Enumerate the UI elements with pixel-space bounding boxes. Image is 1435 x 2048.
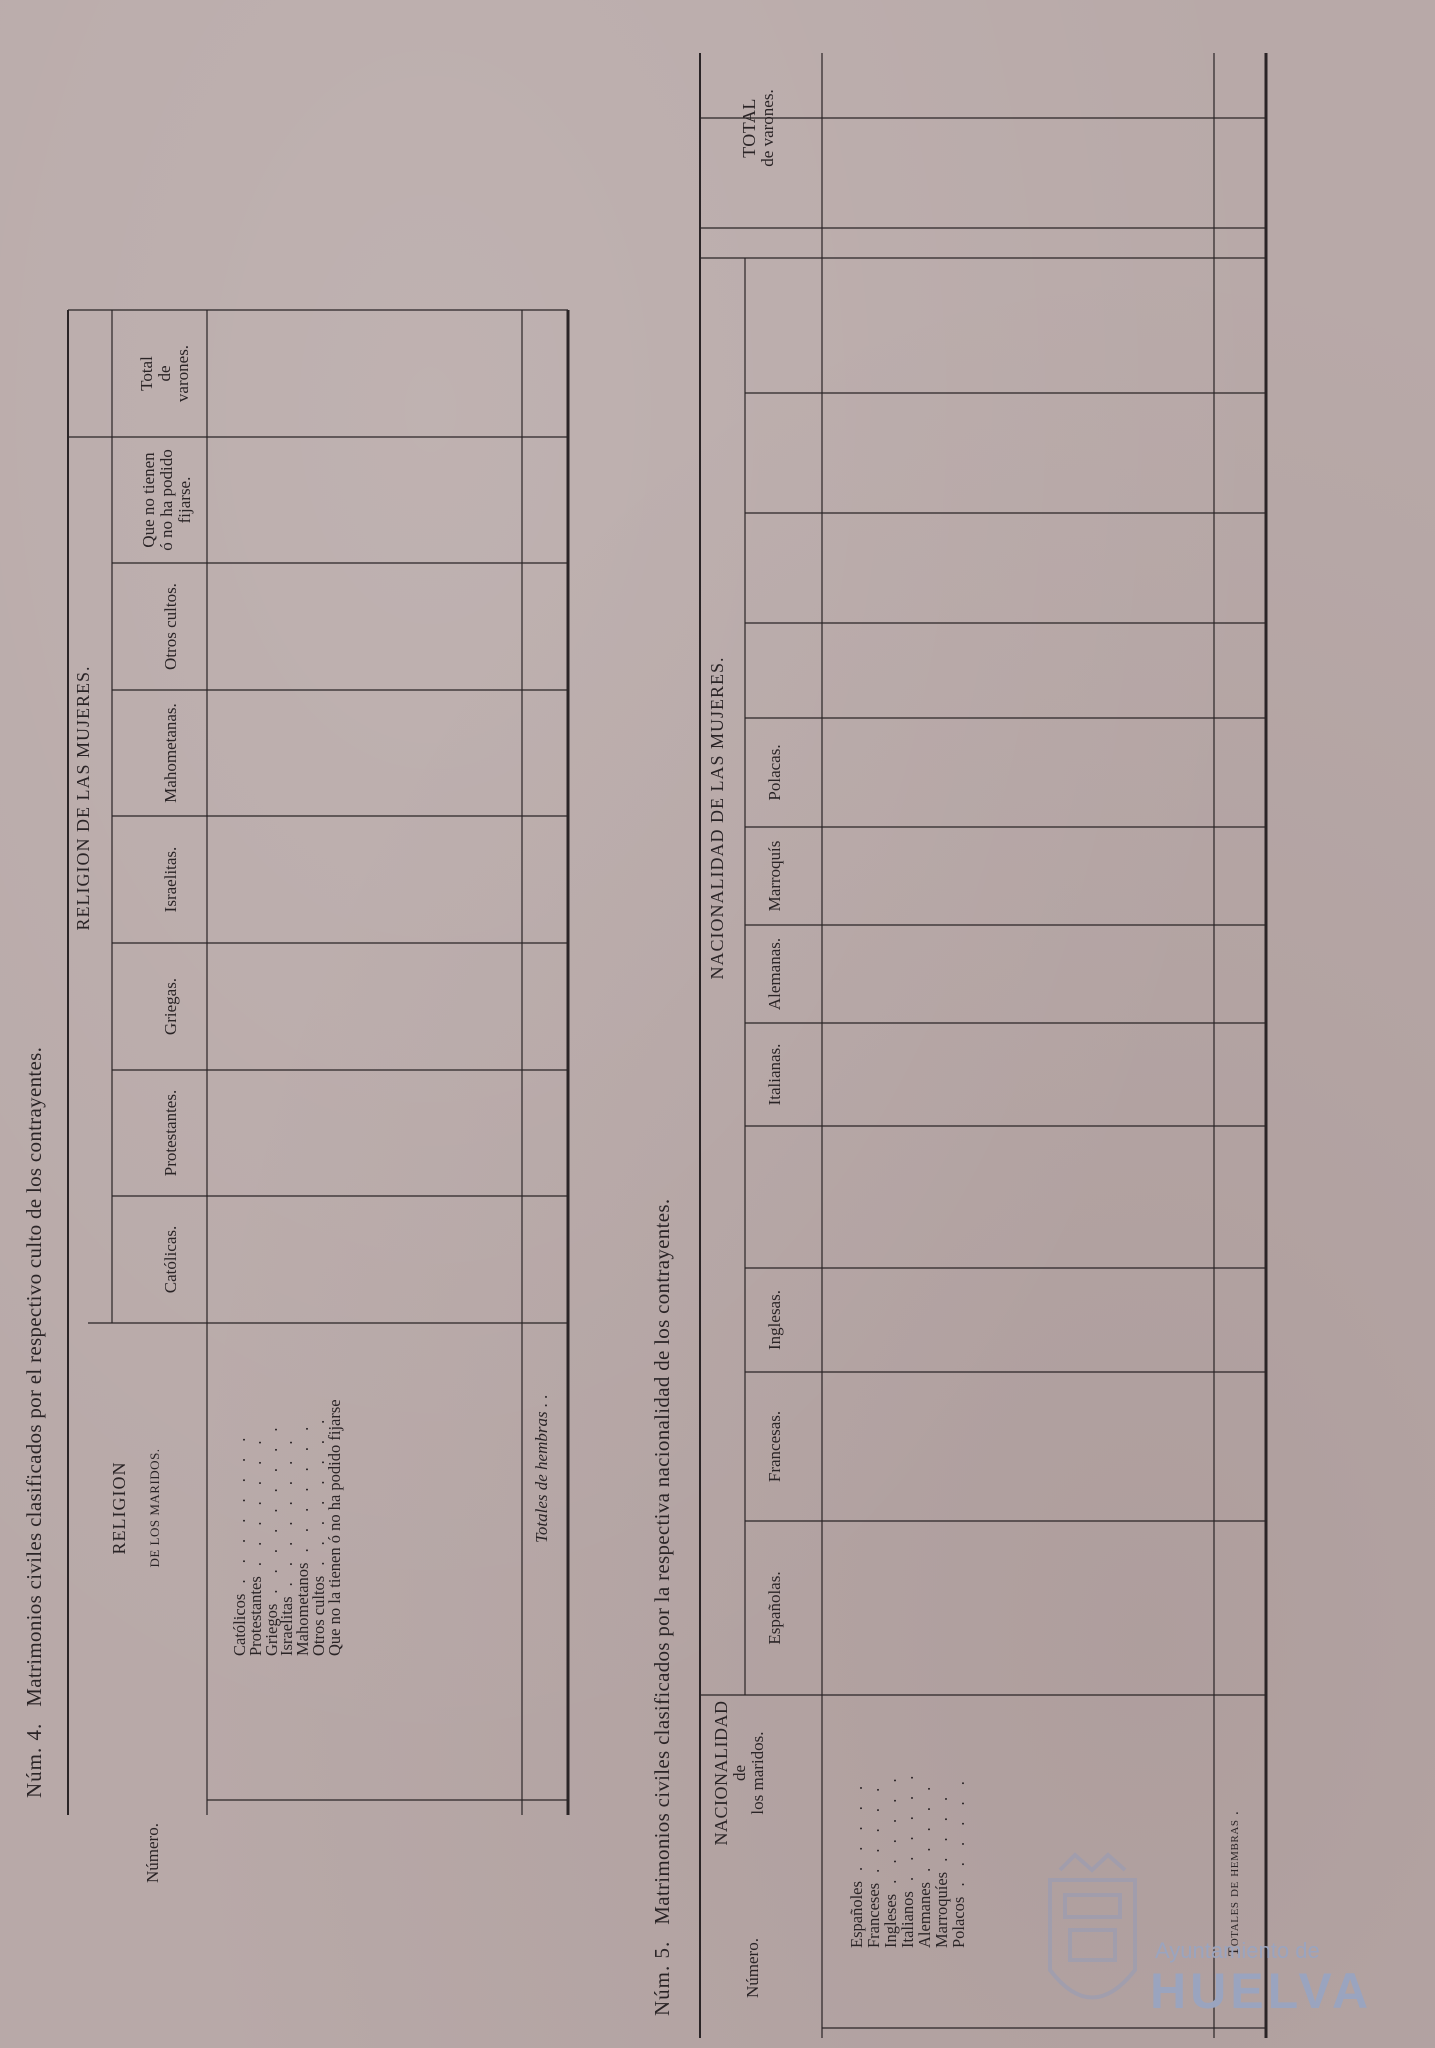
t4-row: Protestantes . . . . . . . — [245, 1434, 265, 1656]
t5-col-total-line: TOTAL — [739, 98, 759, 158]
t5-totals-label: Totales de hembras . — [1226, 1810, 1242, 1956]
t4-row-label: Protestantes — [245, 1576, 265, 1656]
t4-row-label: Griegos — [261, 1603, 281, 1656]
t5-col-polacas — [766, 718, 784, 827]
t5-col-label: Polacas. — [765, 744, 784, 801]
t5-col-label: Españolas. — [765, 1571, 784, 1645]
t4-col-total-line: de — [154, 365, 174, 382]
t5-col-total-line: de varones. — [757, 89, 777, 167]
t5-row-labels — [848, 1770, 967, 1948]
t4-row: Católicos . . . . . . . . — [230, 1431, 249, 1656]
t4-mujeres-text: RELIGION DE LAS MUJERES. — [73, 665, 93, 931]
t5-col-marroquis — [766, 827, 784, 925]
t4-row: Otros cultos . . . . . . . . — [308, 1413, 328, 1656]
t4-row: Griegos . . . . . . . . . — [261, 1421, 281, 1656]
table5-title-text: Matrimonios civiles clasificados por la respectiva nacionalidad de los contrayentes. — [650, 1198, 674, 1925]
t4-col-label: Israelitas. — [161, 846, 180, 913]
t4-religion-text: RELIGION — [109, 1461, 129, 1555]
t4-col-total-line: Total — [137, 356, 156, 391]
t4-row-label: Mahometanos — [293, 1562, 313, 1656]
t4-row: Mahometanos . . . . . . . — [293, 1420, 313, 1656]
t5-row-label: Ingleses — [881, 1893, 900, 1948]
t5-col-label: Inglesas. — [765, 1290, 784, 1350]
t4-row-label: Otros cultos — [308, 1575, 328, 1656]
t4-col-label: Mahometanas. — [161, 703, 180, 803]
t4-col-label: Protestantes. — [161, 1089, 180, 1177]
t4-row-label: Católicos — [230, 1593, 249, 1656]
t5-numero-header — [744, 1918, 762, 2018]
t5-col-label: Marroquís — [765, 840, 784, 912]
t4-col-label: Otros cultos. — [161, 583, 180, 670]
t5-nacionalidad-line: NACIONALIDAD — [711, 1700, 731, 1846]
t5-totals-text: Totales de hembras — [1226, 1819, 1242, 1956]
t5-nacionalidad-line: los maridos. — [747, 1731, 767, 1815]
t5-col-label: Italianas. — [765, 1043, 784, 1106]
t4-col-no-fijarse-line: ó no ha podido — [156, 449, 176, 551]
t4-de-los-maridos-text: DE LOS MARIDOS. — [147, 1448, 162, 1568]
t4-totals-text: Totales de hembras — [532, 1411, 551, 1543]
table5-number: Núm. 5. — [650, 1940, 674, 2016]
t5-row-label: Franceses — [864, 1882, 883, 1948]
t5-row-label: Españoles — [847, 1881, 866, 1948]
t5-row: Ingleses . . . . . . — [881, 1772, 900, 1948]
table4-title-text: Matrimonios civiles clasificados por el respectivo culto de los contrayentes. — [22, 1046, 46, 1707]
t4-col-no-fijarse-line: fijarse. — [174, 476, 194, 524]
t5-row: Franceses . . . . . — [864, 1781, 883, 1948]
t5-col-label: Francesas. — [765, 1410, 784, 1483]
t4-col-no-fijarse-line: Que no tienen — [139, 452, 158, 548]
t5-numero-text: Número. — [743, 1938, 762, 1998]
t5-row-label: Polacos — [949, 1896, 968, 1948]
t5-row-label: Italianos — [898, 1891, 917, 1948]
t5-row: Alemanes . . . . . — [915, 1780, 934, 1948]
t4-col-label: Griegas. — [161, 977, 180, 1036]
t4-row: Israelitas . . . . . . . . — [277, 1434, 297, 1656]
table4-number: Núm. 4. — [22, 1722, 46, 1798]
t4-col-total-line: varones. — [172, 344, 192, 403]
watermark-text-line2: HUELVA — [1150, 1963, 1373, 2019]
t5-nacionalidad-line: de — [729, 1764, 749, 1782]
t5-col-espanolas — [766, 1521, 784, 1695]
t5-col-italianas — [766, 1023, 784, 1126]
t5-nacionalidad-header — [712, 1698, 767, 1848]
t5-col-total — [740, 48, 777, 208]
t5-row-label: Alemanes — [915, 1882, 934, 1948]
t5-mujeres-header — [708, 588, 727, 1048]
t5-col-francesas — [766, 1372, 784, 1521]
t4-col-label: Católicas. — [161, 1225, 180, 1294]
t4-totals-label: Totales de hembras . . — [532, 1394, 551, 1543]
t4-numero-text: Número. — [143, 1823, 162, 1883]
t5-row: Italianos . . . . . . — [898, 1769, 917, 1948]
t5-mujeres-text: NACIONALIDAD DE LAS MUJERES. — [707, 656, 727, 980]
t5-row: Polacos . . . . . . — [949, 1775, 968, 1948]
t5-row: Marroquíes . . . . — [932, 1790, 951, 1948]
t5-col-alemanas — [766, 925, 784, 1023]
t4-row-label: Israelitas — [277, 1596, 297, 1656]
t4-row-label: Que no la tienen ó no ha podido fijarse — [324, 1399, 344, 1656]
t5-row-label: Marroquíes — [932, 1871, 951, 1948]
watermark-text-line1: Ayuntamiento de — [1155, 1938, 1320, 1963]
t5-col-inglesas — [766, 1268, 784, 1372]
t5-row: Españoles . . . . . — [847, 1779, 866, 1948]
t5-col-label: Alemanas. — [765, 937, 784, 1011]
